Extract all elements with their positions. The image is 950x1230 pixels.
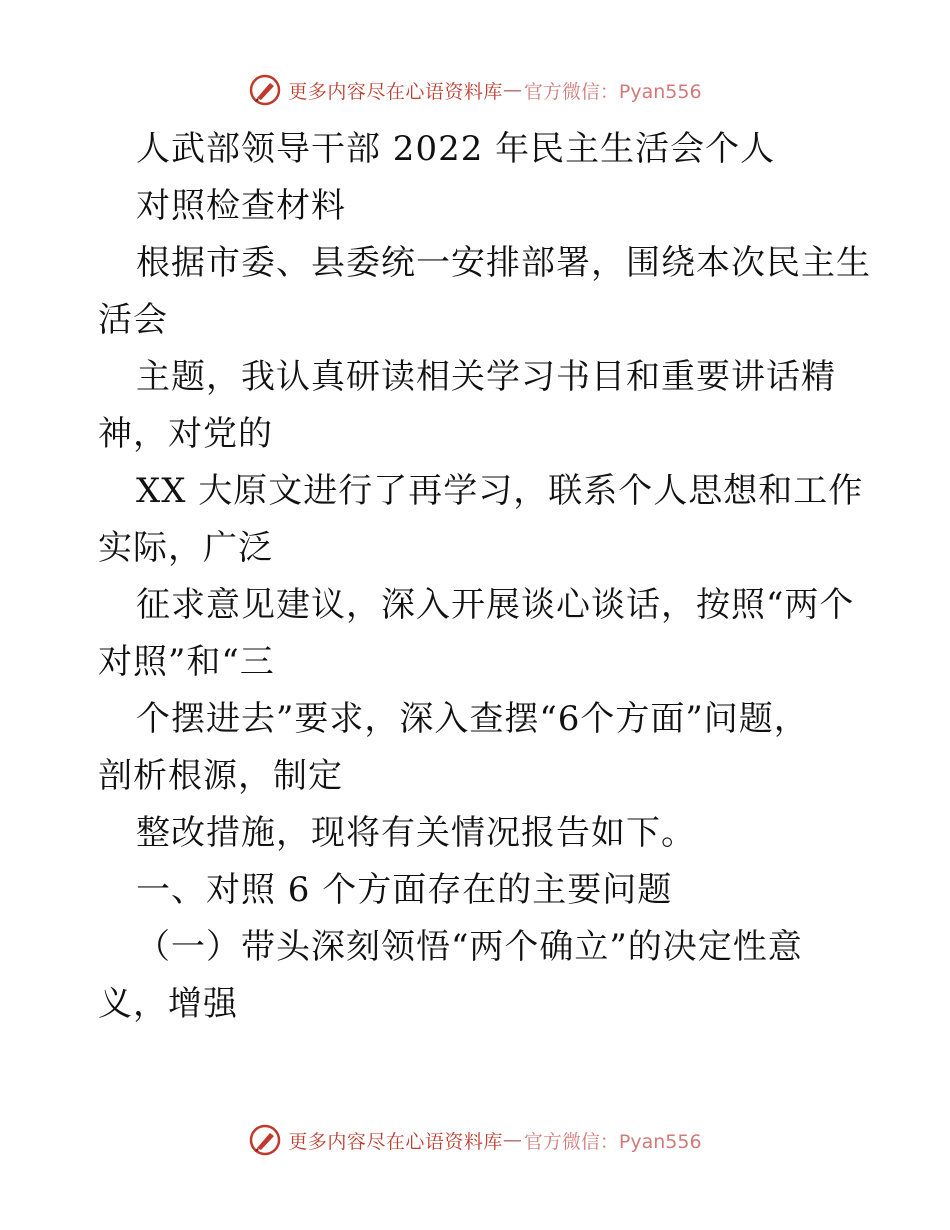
paragraph-line: 神，对党的 [98, 414, 273, 454]
watermark-dash: — [502, 1129, 522, 1151]
subsection-heading: （一）带头深刻领悟“两个确立”的决定性意 [136, 927, 803, 967]
watermark-main-text: 更多内容尽在心语资料库 [288, 80, 503, 103]
section-heading: 一、对照 6 个方面存在的主要问题 [136, 870, 673, 910]
paragraph-line: 主题，我认真研读相关学习书目和重要讲话精 [136, 357, 836, 397]
paragraph-line: 整改措施，现将有关情况报告如下。 [136, 813, 696, 853]
watermark-main-text: 更多内容尽在心语资料库 [288, 1130, 503, 1153]
watermark-dash: — [502, 79, 522, 101]
paragraph-line: 活会 [98, 300, 168, 340]
paragraph-line: 对照”和“三 [98, 642, 275, 682]
pen-logo-icon [248, 1123, 282, 1157]
paragraph-line: XX 大原文进行了再学习，联系个人思想和工作 [136, 471, 864, 511]
paragraph-line: 剖析根源，制定 [98, 756, 343, 796]
paragraph-line: 征求意见建议，深入开展谈心谈话，按照“两个 [136, 585, 855, 625]
watermark-footer [0, 1120, 950, 1160]
paragraph-line: 实际，广泛 [98, 528, 273, 568]
title-line-2: 对照检查材料 [136, 186, 346, 226]
subsection-heading-continued: 义，增强 [98, 984, 238, 1024]
watermark-header [0, 70, 950, 110]
watermark-wechat-text: 官方微信：Pyan556 [523, 80, 702, 103]
pen-logo-icon [248, 73, 282, 107]
paragraph-line: 根据市委、县委统一安排部署，围绕本次民主生 [136, 243, 871, 283]
paragraph-line: 个摆进去”要求，深入查摆“6个方面”问题， [136, 699, 809, 739]
title-line-1: 人武部领导干部 2022 年民主生活会个人 [136, 129, 776, 169]
document-body [98, 121, 871, 1033]
watermark-wechat-text: 官方微信：Pyan556 [523, 1130, 702, 1153]
